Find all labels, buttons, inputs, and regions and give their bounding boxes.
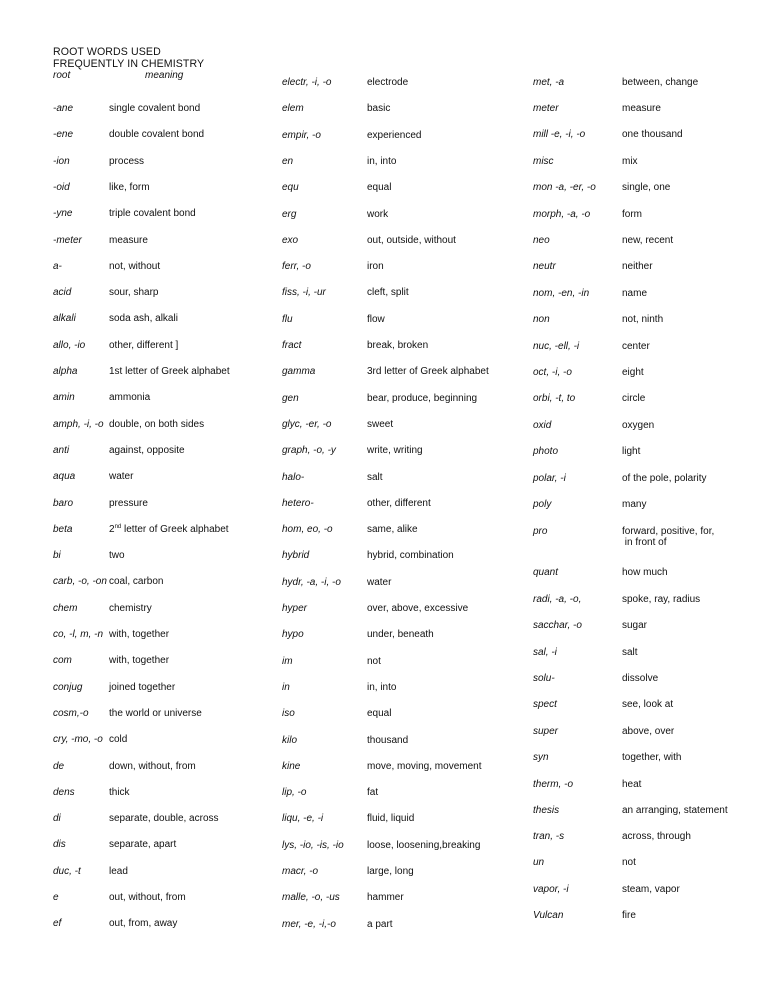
meaning-text: not — [622, 857, 636, 868]
root-meaning — [109, 366, 230, 377]
meaning-text: under, beneath — [367, 629, 434, 640]
document-title — [53, 46, 204, 70]
meaning-text: coal, carbon — [109, 576, 164, 587]
root-meaning — [367, 445, 423, 456]
meaning-text: cold — [109, 734, 128, 745]
meaning-text: water — [109, 471, 134, 482]
root-meaning — [109, 235, 148, 246]
root-word: nom, -en, -in — [533, 288, 590, 299]
root-meaning — [622, 779, 641, 790]
meaning-text: letter of Greek alphabet — [121, 524, 229, 535]
meaning-text: bear, produce, beginning — [367, 393, 478, 404]
meaning-text: joined together — [109, 682, 176, 693]
root-word: amph, -i, -o — [53, 419, 104, 430]
meaning-text: experienced — [367, 130, 422, 141]
meaning-text: like, form — [109, 182, 150, 193]
meaning-text: separate, apart — [109, 839, 177, 850]
root-word: mill -e, -i, -o — [533, 129, 586, 140]
meaning-text: the world or universe — [109, 708, 202, 719]
root-word: sacchar, -o — [533, 620, 582, 631]
title-line-1: ROOT WORDS USED — [53, 46, 161, 58]
root-meaning — [622, 726, 674, 737]
root-meaning — [109, 524, 229, 535]
meaning-text: water — [367, 577, 392, 588]
root-word: oxid — [533, 420, 552, 431]
meaning-text: chemistry — [109, 603, 152, 614]
meaning-text: same, alike — [367, 524, 418, 535]
root-meaning — [367, 366, 489, 377]
root-word: anti — [53, 445, 70, 456]
root-meaning — [109, 918, 177, 929]
root-meaning — [367, 603, 468, 614]
meaning-text: pressure — [109, 498, 148, 509]
root-meaning — [622, 341, 650, 352]
root-meaning — [622, 367, 644, 378]
root-meaning — [367, 577, 391, 588]
root-meaning — [109, 866, 128, 877]
root-meaning — [109, 655, 169, 666]
root-word: bi — [53, 550, 61, 561]
root-meaning — [109, 629, 169, 640]
meaning-text: fire — [622, 910, 636, 921]
meaning-text: fat — [367, 787, 379, 798]
meaning-text: light — [622, 446, 641, 457]
meaning-text: in, into — [367, 156, 397, 167]
meaning-text: eight — [622, 367, 644, 378]
root-word: -ane — [53, 103, 74, 114]
meaning-text: process — [109, 156, 145, 167]
root-word: erg — [282, 209, 297, 220]
root-meaning — [367, 550, 454, 561]
root-word: dis — [53, 839, 66, 850]
root-word: solu- — [533, 673, 555, 684]
root-meaning — [367, 866, 414, 877]
root-word: sal, -i — [533, 647, 557, 658]
root-word: orbi, -t, to — [533, 393, 576, 404]
root-meaning — [109, 129, 204, 140]
meaning-text: an arranging, statement — [622, 805, 728, 816]
root-meaning — [622, 103, 661, 114]
root-meaning — [109, 550, 125, 561]
meaning-text: large, long — [367, 866, 414, 877]
meaning-text: soda ash, alkali — [109, 313, 178, 324]
meaning-text: electrode — [367, 77, 409, 88]
root-word: graph, -o, -y — [282, 445, 336, 456]
root-word: glyc, -er, -o — [282, 419, 332, 430]
meaning-text: between, change — [622, 77, 699, 88]
meaning-text: not — [367, 656, 381, 667]
root-meaning — [367, 840, 480, 851]
meaning-text: 1st letter of Greek alphabet — [109, 366, 230, 377]
meaning-text: above, over — [622, 726, 675, 737]
meaning-text: single, one — [622, 182, 671, 193]
root-meaning — [109, 761, 196, 772]
root-meaning — [109, 498, 148, 509]
meaning-text: ammonia — [109, 392, 151, 403]
meaning-text: sugar — [622, 620, 648, 631]
root-word: poly — [533, 499, 552, 510]
root-word: dens — [53, 787, 75, 798]
root-word: -ion — [53, 156, 70, 167]
meaning-text: in, into — [367, 682, 397, 693]
root-word: de — [53, 761, 65, 772]
root-word: empir, -o — [282, 130, 321, 141]
root-word: ferr, -o — [282, 261, 311, 272]
root-meaning — [367, 656, 381, 667]
root-meaning — [367, 787, 378, 798]
root-meaning — [367, 103, 390, 114]
root-word: e — [53, 892, 59, 903]
root-word: fract — [282, 340, 302, 351]
root-word: mer, -e, -i,-o — [282, 919, 336, 930]
meaning-text: sweet — [367, 419, 394, 430]
meaning-text: measure — [622, 103, 661, 114]
meaning-text: thick — [109, 787, 130, 798]
root-word: chem — [53, 603, 78, 614]
root-word: exo — [282, 235, 299, 246]
root-meaning — [109, 340, 178, 351]
root-meaning — [622, 420, 654, 431]
root-word: hyper — [282, 603, 308, 614]
root-meaning — [367, 919, 393, 930]
root-word: misc — [533, 156, 554, 167]
root-meaning — [367, 735, 408, 746]
root-meaning — [109, 682, 175, 693]
meaning-text: center — [622, 341, 650, 352]
meaning-text: thousand — [367, 735, 409, 746]
root-meaning — [367, 130, 421, 141]
root-word: amin — [53, 392, 75, 403]
root-meaning — [622, 699, 673, 710]
root-meaning — [367, 156, 396, 167]
root-meaning — [622, 261, 653, 272]
root-meaning — [367, 498, 431, 509]
root-word: fiss, -i, -ur — [282, 287, 326, 298]
meaning-text: double covalent bond — [109, 129, 205, 140]
root-word: radi, -a, -o, — [533, 594, 582, 605]
meaning-text: how much — [622, 567, 668, 578]
root-word: im — [282, 656, 293, 667]
root-word: elem — [282, 103, 304, 114]
root-meaning — [622, 910, 636, 921]
root-word: co, -l, m, -n — [53, 629, 104, 640]
root-meaning — [109, 419, 204, 430]
root-meaning — [367, 682, 396, 693]
meaning-text: write, writing — [367, 445, 423, 456]
root-word: malle, -o, -us — [282, 892, 340, 903]
root-word: hybrid — [282, 550, 310, 561]
root-word: allo, -io — [53, 340, 86, 351]
root-meaning — [622, 884, 680, 895]
meaning-text-line-2: in front of — [622, 537, 667, 548]
root-meaning — [109, 813, 219, 824]
meaning-text: cleft, split — [367, 287, 409, 298]
meaning-text: fluid, liquid — [367, 813, 415, 824]
meaning-text: lead — [109, 866, 128, 877]
meaning-text: dissolve — [622, 673, 659, 684]
root-word: beta — [53, 524, 73, 535]
root-word: non — [533, 314, 550, 325]
meaning-text: not, ninth — [622, 314, 664, 325]
meaning-text: see, look at — [622, 699, 674, 710]
root-meaning — [109, 445, 185, 456]
root-word: nuc, -ell, -i — [533, 341, 580, 352]
meaning-text: over, above, excessive — [367, 603, 469, 614]
meaning-text: equal — [367, 708, 392, 719]
meaning-text: equal — [367, 182, 392, 193]
root-word: carb, -o, -on — [53, 576, 107, 587]
root-word: -ene — [53, 129, 74, 140]
root-meaning — [622, 752, 681, 763]
root-word: equ — [282, 182, 299, 193]
meaning-text: other, different — [367, 498, 431, 509]
root-word: super — [533, 726, 559, 737]
root-word: photo — [533, 446, 559, 457]
root-word: polar, -i — [533, 473, 566, 484]
root-word: morph, -a, -o — [533, 209, 591, 220]
root-word: cry, -mo, -o — [53, 734, 103, 745]
meaning-text: hammer — [367, 892, 404, 903]
root-meaning — [622, 393, 645, 404]
root-word: hom, eo, -o — [282, 524, 333, 535]
root-meaning — [367, 813, 414, 824]
meaning-text: form — [622, 209, 642, 220]
root-meaning — [622, 831, 691, 842]
root-meaning — [622, 235, 673, 246]
root-meaning — [622, 857, 636, 868]
meaning-text: other, different ] — [109, 340, 179, 351]
root-word: en — [282, 156, 294, 167]
root-word: Vulcan — [533, 910, 564, 921]
meaning-text: neither — [622, 261, 653, 272]
root-word: lip, -o — [282, 787, 307, 798]
root-meaning — [367, 340, 428, 351]
root-word: conjug — [53, 682, 83, 693]
root-word: thesis — [533, 805, 560, 816]
root-word: flu — [282, 314, 293, 325]
meaning-text: iron — [367, 261, 384, 272]
root-meaning — [367, 314, 385, 325]
meaning-ordinal: 2 — [109, 524, 115, 535]
title-line-2: FREQUENTLY IN CHEMISTRY — [53, 58, 205, 70]
root-meaning — [367, 261, 384, 272]
root-word: spect — [533, 699, 557, 710]
root-word: gamma — [282, 366, 316, 377]
root-word: quant — [533, 567, 559, 578]
root-word: halo- — [282, 472, 305, 483]
root-word: aqua — [53, 471, 76, 482]
root-word: liqu, -e, -i — [282, 813, 324, 824]
root-meaning — [622, 567, 668, 578]
meaning-text: flow — [367, 314, 385, 325]
root-meaning — [622, 673, 658, 684]
root-word: -yne — [53, 208, 73, 219]
root-meaning — [109, 576, 163, 587]
root-word: hypo — [282, 629, 304, 640]
root-meaning — [367, 708, 391, 719]
root-meaning — [109, 182, 150, 193]
meaning-text: separate, double, across — [109, 813, 219, 824]
meaning-text: break, broken — [367, 340, 429, 351]
root-word: gen — [282, 393, 299, 404]
meaning-text: not, without — [109, 261, 161, 272]
meaning-text: of the pole, polarity — [622, 473, 707, 484]
meaning-text: a part — [367, 919, 393, 930]
root-word: macr, -o — [282, 866, 319, 877]
meaning-text: with, together — [109, 655, 170, 666]
root-meaning — [109, 392, 150, 403]
root-meaning — [109, 839, 176, 850]
root-meaning — [622, 209, 642, 220]
root-meaning — [367, 182, 391, 193]
root-meaning — [109, 103, 200, 114]
root-word: cosm,-o — [53, 708, 89, 719]
meaning-text: out, from, away — [109, 918, 178, 929]
root-meaning — [367, 393, 477, 404]
root-word: meter — [533, 103, 559, 114]
meaning-text: two — [109, 550, 125, 561]
root-meaning — [109, 603, 152, 614]
root-word: syn — [533, 752, 549, 763]
meaning-text: circle — [622, 393, 646, 404]
meaning-text: against, opposite — [109, 445, 185, 456]
meaning-text: with, together — [109, 629, 170, 640]
root-meaning — [622, 499, 646, 510]
root-meaning — [622, 446, 640, 457]
root-meaning — [622, 77, 698, 88]
root-word: alpha — [53, 366, 78, 377]
root-word: acid — [53, 287, 72, 298]
root-meaning — [622, 805, 728, 816]
meaning-text: together, with — [622, 752, 682, 763]
root-meaning — [622, 620, 647, 631]
meaning-text: across, through — [622, 831, 691, 842]
meaning-text: salt — [622, 647, 638, 658]
meaning-text: many — [622, 499, 647, 510]
root-meaning — [109, 892, 186, 903]
root-word: un — [533, 857, 545, 868]
root-word: neo — [533, 235, 550, 246]
root-word: met, -a — [533, 77, 565, 88]
root-word: vapor, -i — [533, 884, 569, 895]
meaning-text: loose, loosening,breaking — [367, 840, 481, 851]
root-meaning — [367, 472, 383, 483]
meaning-text: out, without, from — [109, 892, 186, 903]
header-meaning: meaning — [145, 70, 184, 81]
root-word: alkali — [53, 313, 76, 324]
meaning-text: name — [622, 288, 648, 299]
root-meaning — [367, 761, 482, 772]
root-word: hetero- — [282, 498, 314, 509]
root-word: neutr — [533, 261, 556, 272]
meaning-ordinal-suffix: nd — [114, 524, 122, 530]
root-word: electr, -i, -o — [282, 77, 332, 88]
root-word: pro — [533, 526, 548, 537]
meaning-text: measure — [109, 235, 148, 246]
root-meaning — [622, 594, 700, 605]
meaning-text: double, on both sides — [109, 419, 205, 430]
root-word: kine — [282, 761, 301, 772]
root-meaning — [367, 209, 388, 220]
meaning-text: out, outside, without — [367, 235, 456, 246]
root-meaning — [109, 787, 130, 798]
root-word: therm, -o — [533, 779, 574, 790]
root-meaning — [109, 708, 202, 719]
meaning-text: forward, positive, for, — [622, 526, 715, 537]
meaning-text: spoke, ray, radius — [622, 594, 701, 605]
meaning-text: one thousand — [622, 129, 683, 140]
meaning-text: mix — [622, 156, 638, 167]
root-meaning — [109, 471, 133, 482]
root-word: kilo — [282, 735, 298, 746]
root-meaning — [622, 647, 638, 658]
root-meaning — [622, 314, 663, 325]
root-word: mon -a, -er, -o — [533, 182, 596, 193]
root-meaning — [109, 313, 178, 324]
root-meaning — [367, 524, 418, 535]
root-meaning — [622, 526, 714, 548]
root-word: di — [53, 813, 61, 824]
root-word: oct, -i, -o — [533, 367, 572, 378]
meaning-text: single covalent bond — [109, 103, 201, 114]
root-word: baro — [53, 498, 74, 509]
meaning-text: move, moving, movement — [367, 761, 482, 772]
meaning-text: heat — [622, 779, 642, 790]
root-meaning — [109, 261, 160, 272]
meaning-text: basic — [367, 103, 391, 114]
root-meaning — [109, 287, 158, 298]
root-meaning — [622, 473, 707, 484]
root-meaning — [367, 77, 408, 88]
root-word: iso — [282, 708, 295, 719]
root-word: lys, -io, -is, -io — [282, 840, 344, 851]
root-word: hydr, -a, -i, -o — [282, 577, 341, 588]
root-word: in — [282, 682, 290, 693]
meaning-text: triple covalent bond — [109, 208, 196, 219]
root-meaning — [622, 182, 670, 193]
root-meaning — [367, 892, 404, 903]
root-word: com — [53, 655, 72, 666]
meaning-text: sour, sharp — [109, 287, 159, 298]
root-meaning — [109, 208, 196, 219]
root-word: duc, -t — [53, 866, 81, 877]
meaning-text: work — [367, 209, 389, 220]
root-meaning — [109, 734, 127, 745]
meaning-text: steam, vapor — [622, 884, 680, 895]
root-word: ef — [53, 918, 62, 929]
meaning-text: down, without, from — [109, 761, 196, 772]
root-word: -meter — [53, 235, 82, 246]
meaning-text: oxygen — [622, 420, 655, 431]
root-meaning — [622, 288, 647, 299]
header-root: root — [53, 70, 71, 81]
meaning-text: hybrid, combination — [367, 550, 454, 561]
root-meaning — [367, 629, 434, 640]
root-word: a- — [53, 261, 62, 272]
root-meaning — [367, 287, 409, 298]
root-word: tran, -s — [533, 831, 565, 842]
meaning-text: new, recent — [622, 235, 674, 246]
root-meaning — [367, 235, 456, 246]
root-meaning — [109, 156, 144, 167]
root-meaning — [367, 419, 393, 430]
meaning-text: salt — [367, 472, 383, 483]
meaning-text: 3rd letter of Greek alphabet — [367, 366, 489, 377]
root-meaning — [622, 156, 638, 167]
root-word: -oid — [53, 182, 70, 193]
root-meaning — [622, 129, 683, 140]
